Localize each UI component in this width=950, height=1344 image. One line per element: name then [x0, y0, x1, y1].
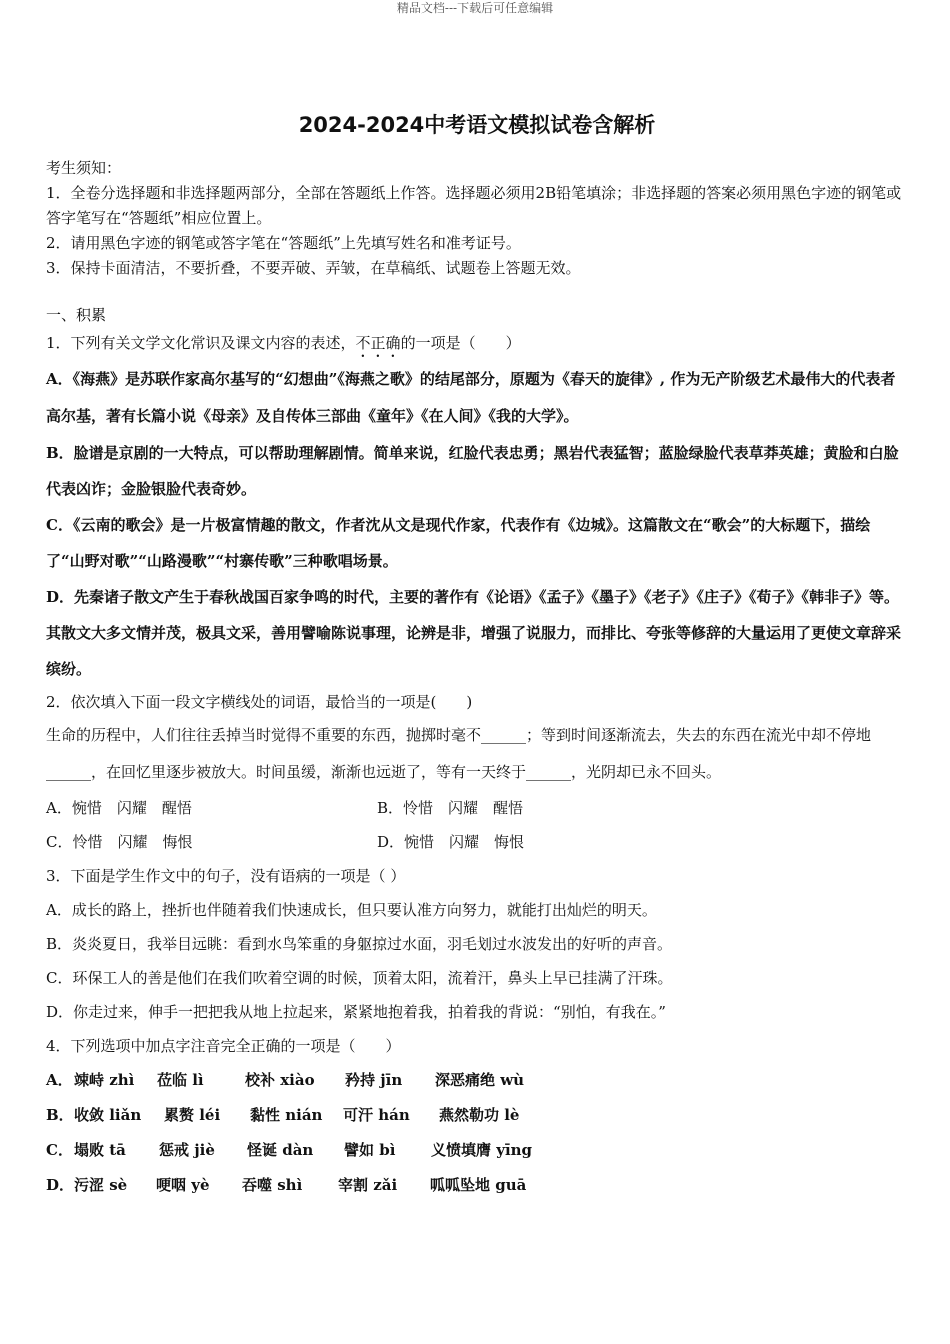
q3-stem: 3．下面是学生作文中的句子，没有语病的一项是（ ） [46, 867, 406, 885]
q4-b-item: 燕然勒功 lè [439, 1106, 520, 1124]
q4-a-label: A． [46, 1071, 73, 1089]
notice-item-1: 1．全卷分选择题和非选择题两部分，全部在答题纸上作答。选择题必须用2B铅笔填涂；非选择题的答案必须用黑色字迹的钢笔或答字笔写在“答题纸”相应位置上。 [46, 184, 902, 227]
q4-option-a [46, 1063, 908, 1098]
notice-block [46, 156, 908, 281]
q4-a-item: 校补 xiào [245, 1071, 315, 1089]
q3-option-c: C．环保工人的善是他们在我们吹着空调的时候，顶着太阳，流着汗，鼻头上早已挂满了汗珠。 [46, 969, 673, 987]
q4-c-item: 惩戒 jiè [159, 1141, 215, 1159]
notice-heading: 考生须知： [46, 159, 122, 177]
q4-c-item: 义愤填膺 yīng [431, 1141, 533, 1159]
q1-option-a: A．《海燕》是苏联作家高尔基写的“幻想曲”《海燕之歌》的结尾部分，原题为《春天的旋律》, 作为无产阶级艺术最伟大的代表者高尔基，著有长篇小说《母亲》及自传体三部曲《童年》《在人间》《我的大学》。 [46, 370, 896, 425]
q4-b-label: B． [46, 1106, 74, 1124]
q2-option-c: C．怜惜 闪耀 悔恨 [46, 833, 193, 851]
q4-a-item: 深恶痛绝 wù [435, 1071, 525, 1089]
question-4 [46, 1029, 908, 1203]
q4-b-item: 累赘 léi [164, 1106, 221, 1124]
question-3 [46, 859, 908, 1029]
q1-stem-dotted: 不正确 [355, 334, 401, 352]
q2-options-row-1 [46, 791, 908, 825]
q4-a-item: 矜持 jīn [345, 1071, 403, 1089]
q4-c-item: 譬如 bì [344, 1141, 396, 1159]
q4-option-b [46, 1098, 908, 1133]
q4-b-item: 收敛 liǎn [74, 1106, 142, 1124]
q4-c-label: C． [46, 1141, 73, 1159]
q3-option-a: A．成长的路上，挫折也伴随着我们快速成长，但只要认准方向努力，就能打出灿烂的明天。 [46, 901, 657, 919]
q4-option-c [46, 1133, 908, 1168]
notice-item-3: 3．保持卡面清洁，不要折叠，不要弄破、弄皱，在草稿纸、试题卷上答题无效。 [46, 259, 581, 277]
q4-a-item: 莅临 lì [157, 1071, 204, 1089]
q4-a-item: 竦峙 zhì [74, 1071, 135, 1089]
q4-d-item: 呱呱坠地 guā [430, 1176, 527, 1194]
q1-option-d: D．先秦诸子散文产生于春秋战国百家争鸣的时代，主要的著作有《论语》《孟子》《墨子》《老子》《庄子》《荀子》《韩非子》等。其散文大多文情并茂，极具文采，善用譬喻陈说事理，论辨是非，增强了说服力，而排比、夸张等修辞的大量运用了更使文章辞采缤纷。 [46, 588, 902, 678]
q4-option-d [46, 1168, 908, 1203]
q4-d-item: 污涩 sè [74, 1176, 128, 1194]
q4-c-item: 塌败 tā [74, 1141, 126, 1159]
page-title: 2024-2024中考语文模拟试卷含解析 [298, 113, 656, 137]
q1-option-c: C．《云南的歌会》是一片极富情趣的散文，作者沈从文是现代作家，代表作有《边城》。这篇散文在“歌会”的大标题下，描绘了“山野对歌”“山路漫歌”“村寨传歌”三种歌唱场景。 [46, 516, 871, 570]
q4-d-label: D． [46, 1176, 75, 1194]
exam-page [46, 108, 908, 1203]
q4-d-item: 哽咽 yè [156, 1176, 210, 1194]
q2-passage: 生命的历程中，人们往往丢掉当时觉得不重要的东西，抛掷时毫不______；等到时间逐渐流去，失去的东西在流光中却不停地______，在回忆里逐步被放大。时间虽缓，渐渐也远逝了，等有一天终于______，光阴却已永不回头。 [46, 726, 872, 781]
q3-option-d: D．你走过来，伸手一把把我从地上拉起来，紧紧地抱着我，拍着我的背说：“别怕，有我在。” [46, 1003, 666, 1021]
q4-d-item: 宰割 zǎi [338, 1176, 398, 1194]
q1-stem-pre: 1．下列有关文学文化常识及课文内容的表述， [46, 334, 356, 352]
section-heading: 一、积累 [46, 306, 107, 324]
question-2 [46, 687, 908, 859]
q2-stem: 2．依次填入下面一段文字横线处的词语，最恰当的一项是( ) [46, 693, 473, 711]
q1-stem [46, 328, 908, 361]
question-1 [46, 328, 908, 687]
page-header-note: 精品文档---下载后可任意编辑 [396, 1, 554, 15]
q4-b-item: 黏性 nián [250, 1106, 323, 1124]
q2-option-d: D．惋惜 闪耀 悔恨 [377, 833, 525, 851]
q2-option-a: A．惋惜 闪耀 醒悟 [46, 799, 192, 817]
q4-c-item: 怪诞 dàn [247, 1141, 314, 1159]
q4-stem: 4．下列选项中加点字注音完全正确的一项是（ ） [46, 1037, 401, 1055]
q3-option-b: B．炎炎夏日，我举目远眺：看到水鸟笨重的身躯掠过水面，羽毛划过水波发出的好听的声音。 [46, 935, 673, 953]
q2-option-b: B．怜惜 闪耀 醒悟 [377, 799, 524, 817]
q1-option-b: B．脸谱是京剧的一大特点，可以帮助理解剧情。简单来说，红脸代表忠勇；黑岩代表猛智；蓝脸绿脸代表草莽英雄；黄脸和白脸代表凶诈；金脸银脸代表奇妙。 [46, 444, 899, 498]
notice-item-2: 2．请用黑色字迹的钢笔或答字笔在“答题纸”上先填写姓名和准考证号。 [46, 234, 521, 252]
q4-d-item: 吞噬 shì [242, 1176, 303, 1194]
q4-b-item: 可汗 hán [343, 1106, 410, 1124]
q1-stem-post: 的一项是（ ） [400, 334, 521, 352]
q2-options-row-2 [46, 825, 908, 859]
